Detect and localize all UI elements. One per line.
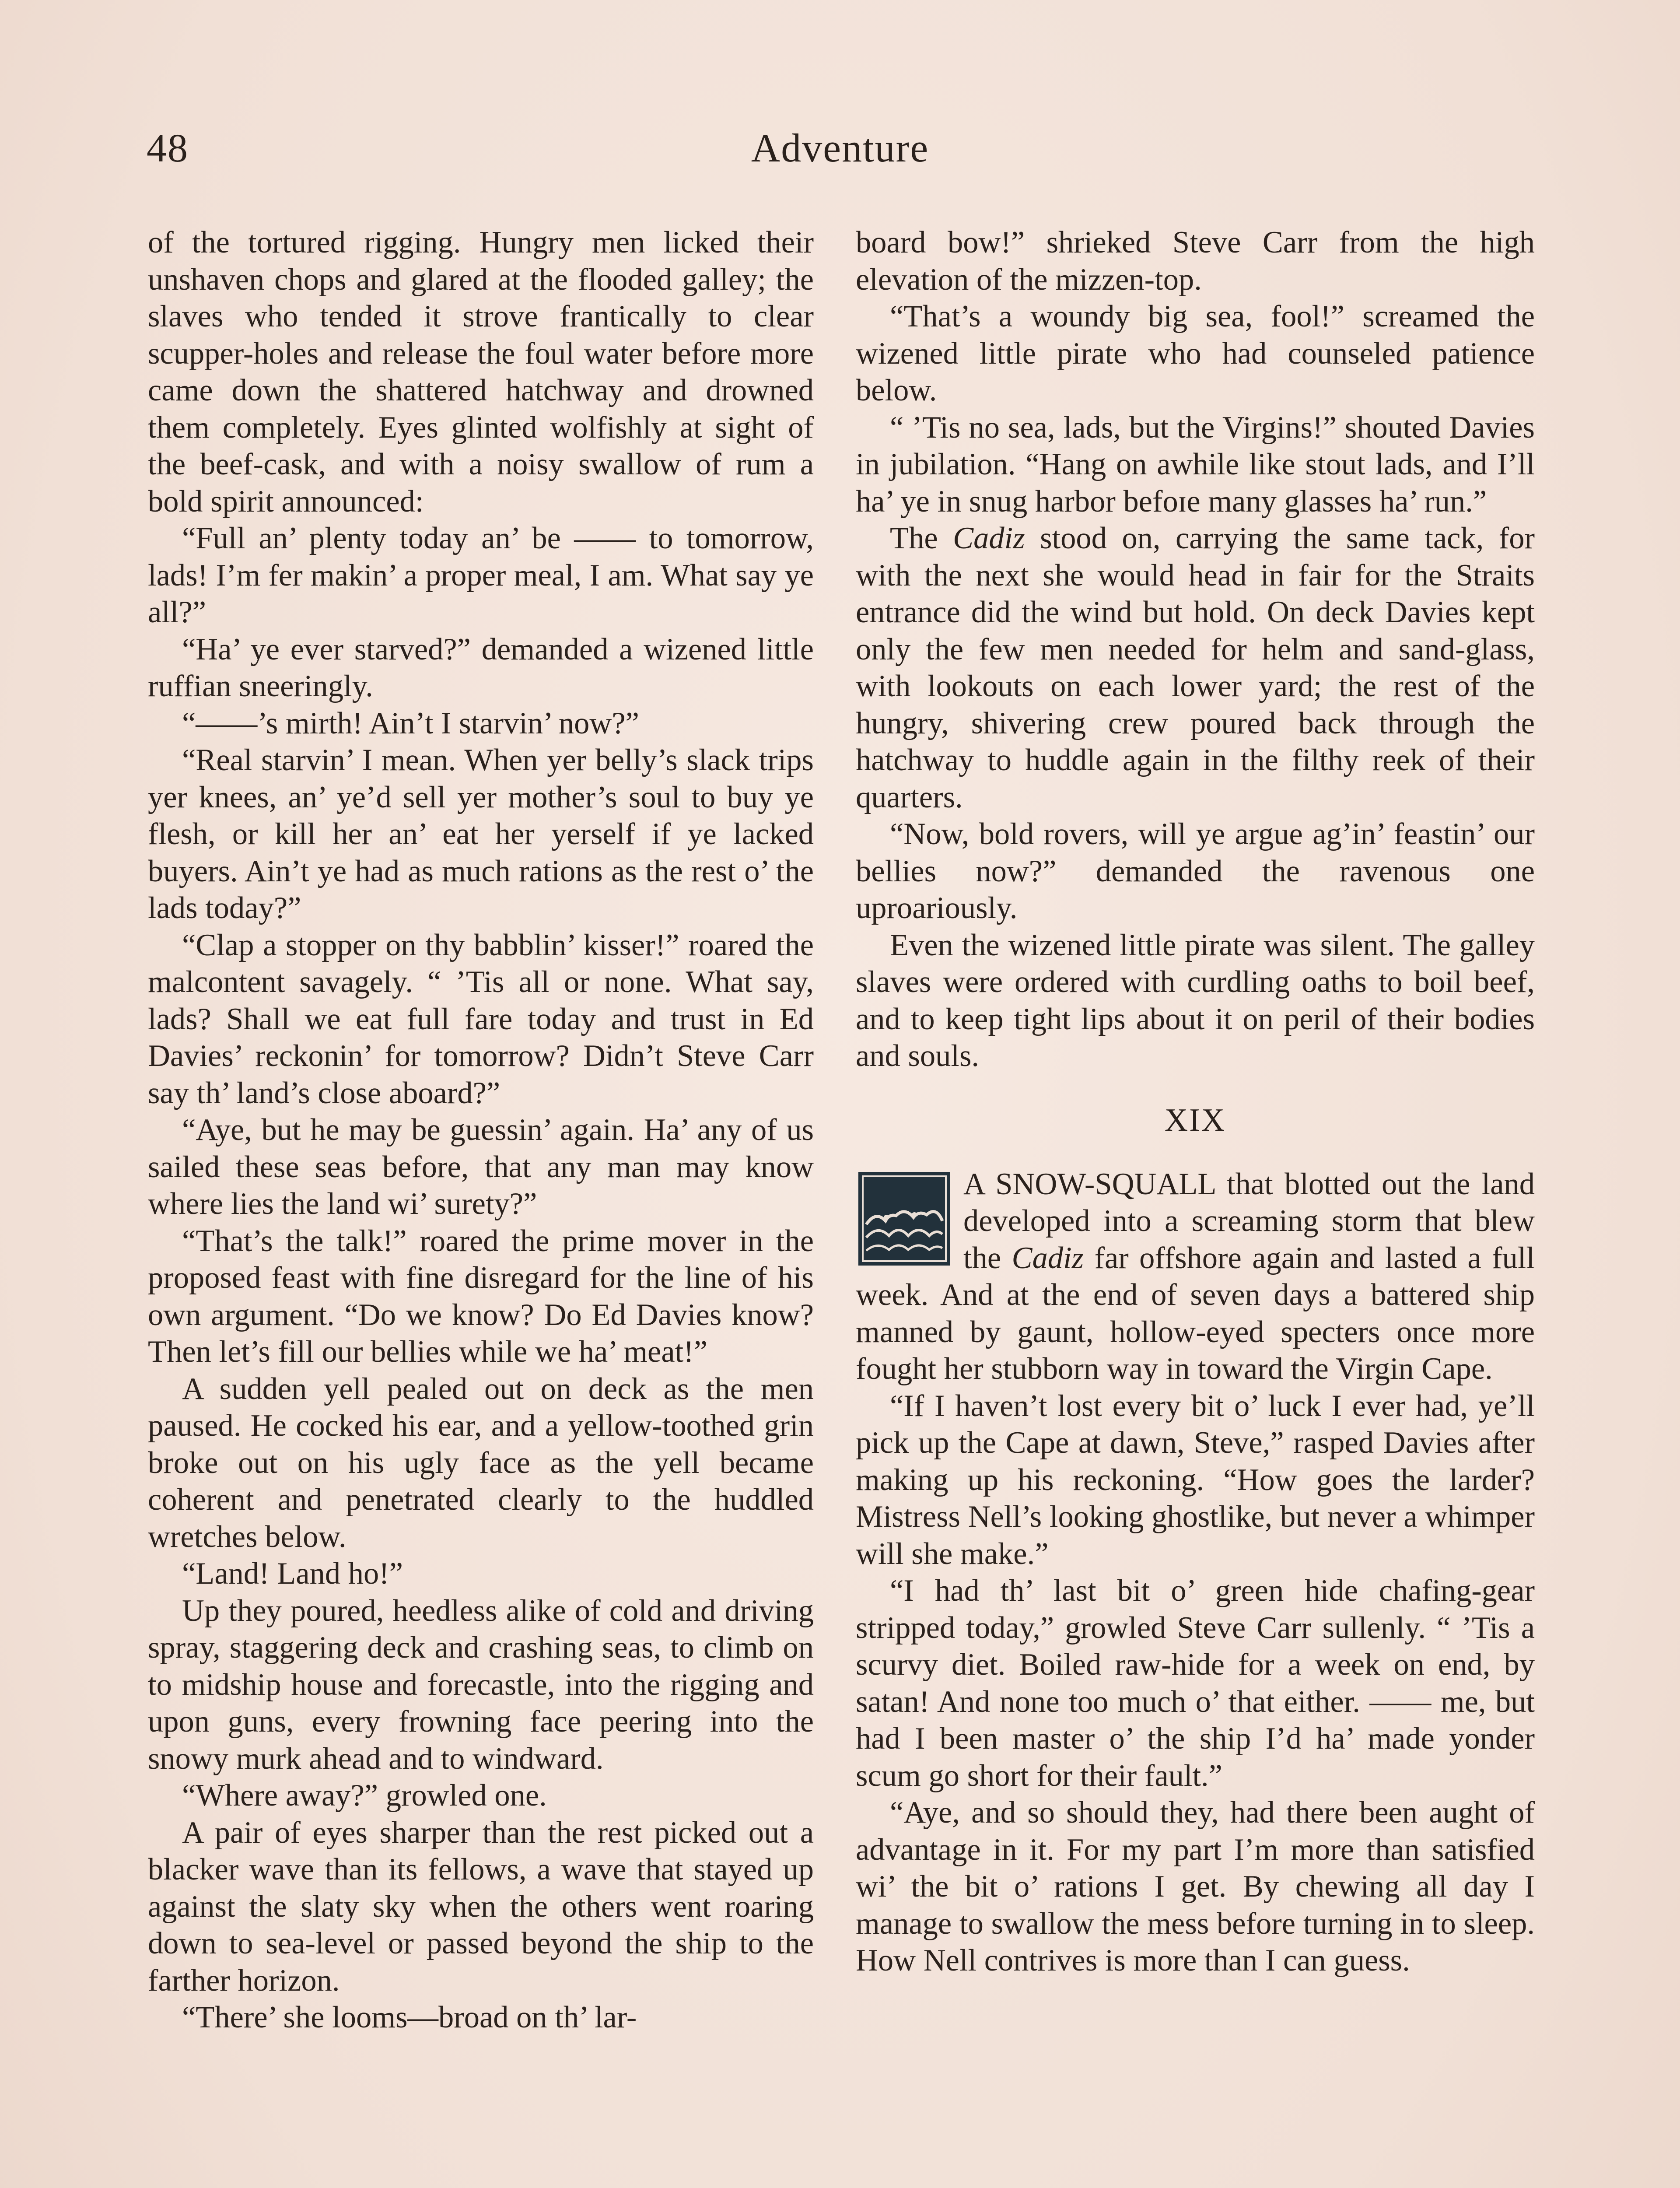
paragraph: A sudden yell pealed out on deck as the men paused. He cocked his ear, and a yellow-toothed grin broke out on his ugly face as the yell became coherent and penetrated clearly to the huddled wretches below. <box>148 1371 814 1554</box>
paragraph: A pair of eyes sharper than the rest picked out a blacker wave than its fellows, a wave that stayed up against the slaty sky when the others went roaring down to sea-level or passed beyond the ship to the farther horizon. <box>148 1815 814 1998</box>
page-number: 48 <box>147 126 189 170</box>
paragraph: of the tortured rigging. Hungry men licked their unshaven chops and glared at the flooded galley; the slaves who tended it strove frantically to clear scupper-holes and release the foul water before more came down the shattered hatchway and drowned them completely. Eyes glinted wolfishly at sight of the beef-cask, and with a noisy swallow of rum a bold spirit announced: <box>148 225 814 519</box>
paragraph: “That’s the talk!” roared the prime mover in the proposed feast with fine disregard for the line of his own argument. “Do we know? Do Ed Davies know? Then let’s fill our bellies while we ha’ meat!” <box>148 1224 814 1369</box>
paragraph: “There’ she looms—broad on th’ lar- <box>182 2000 637 2034</box>
text-run: stood on, carrying the same tack, for with the next she would head in fair for the Straits entrance did the wind but hold. On deck Davies kept only the few men needed for helm and sand-glass, with lookouts on each lower yard; the rest of the hungry, shivering crew poured back through the hatchway to huddle again in the filthy reek of their quarters. <box>856 521 1535 814</box>
paragraph: “Land! Land ho!” <box>182 1557 403 1591</box>
right-column <box>856 224 1535 1979</box>
paragraph: “Clap a stopper on thy babblin’ kisser!” roared the malcontent savagely. “ ’Tis all or none. What say, lads? Shall we eat full fare today and trust in Ed Davies’ reckonin’ for tomorrow? Didn’t Steve Carr say th’ land’s close aboard?” <box>148 928 814 1110</box>
dropcap-paragraph <box>856 1166 1535 1388</box>
text-run: far offshore again and lasted a full week. And at the end of seven days a battered ship manned by gaunt, hollow-eyed specters once more fought her stubborn way in toward the Virgin Cape. <box>856 1241 1535 1386</box>
paragraph: “Aye, and so should they, had there been aught of advantage in it. For my part I’m more than satisfied wi’ the bit o’ rations I get. By chewing all day I manage to swallow the mess before turning in to sleep. How Nell contrives is more than I can guess. <box>856 1795 1535 1978</box>
running-title: Adventure <box>751 126 929 170</box>
paragraph: “——’s mirth! Ain’t I starvin’ now?” <box>182 706 639 740</box>
paragraph: “Where away?” growled one. <box>182 1778 547 1813</box>
ship-name: Cadiz <box>1012 1241 1084 1275</box>
paragraph: “Full an’ plenty today an’ be —— to tomorrow, lads! I’m fer makin’ a proper meal, I am. What say ye all?” <box>148 521 814 629</box>
waves-dropcap-icon <box>858 1172 950 1266</box>
text-run: The <box>890 521 953 555</box>
paragraph: Even the wizened little pirate was silent. The galley slaves were ordered with curdling oaths to boil beef, and to keep tight lips about it on peril of their bodies and souls. <box>856 928 1535 1073</box>
paragraph: “Aye, but he may be guessin’ again. Ha’ any of us sailed these seas before, that any man may know where lies the land wi’ surety?” <box>148 1113 814 1221</box>
paragraph: “Real starvin’ I mean. When yer belly’s slack trips yer knees, an’ ye’d sell yer mother’s soul to buy ye flesh, or kill her an’ eat her yerself if ye lacked buyers. Ain’t ye had as much rations as the rest o’ the lads today?” <box>148 743 814 925</box>
ship-name: Cadiz <box>953 521 1025 555</box>
paragraph: “I had th’ last bit o’ green hide chafing-gear stripped today,” growled Steve Carr sullenly. “ ’Tis a scurvy diet. Boiled raw-hide for a week on end, by satan! And none too much o’ that either. —— me, but had I been master o’ the ship I’d ha’ made yonder scum go short for their fault.” <box>856 1574 1535 1793</box>
chapter-heading: XIX <box>1164 1102 1226 1138</box>
left-column <box>148 224 814 2036</box>
paragraph: “That’s a woundy big sea, fool!” screamed the wizened little pirate who had counseled patience below. <box>856 299 1535 407</box>
paragraph <box>856 520 1535 816</box>
text-run: A SNOW-SQUALL that blotted out the land developed into a screaming storm that blew the <box>963 1167 1535 1275</box>
paragraph: “If I haven’t lost every bit o’ luck I ever had, ye’ll pick up the Cape at dawn, Steve,” rasped Davies after making up his reckoning. “How goes the larder? Mistress Nell’s looking ghostlike, but never a whimper will she make.” <box>856 1389 1535 1571</box>
paragraph: “Ha’ ye ever starved?” demanded a wizened little ruffian sneeringly. <box>148 632 814 703</box>
paragraph: board bow!” shrieked Steve Carr from the high elevation of the mizzen-top. <box>856 225 1535 297</box>
paragraph: Up they poured, heedless alike of cold and driving spray, staggering deck and crashing seas, to climb on to midship house and forecastle, into the rigging and upon guns, every frowning face peering into the snowy murk ahead and to windward. <box>148 1593 814 1776</box>
paragraph: “ ’Tis no sea, lads, but the Virgins!” shouted Davies in jubilation. “Hang on awhile like stout lads, and I’ll ha’ ye in snug harbor befoɪe many glasses ha’ run.” <box>856 410 1535 519</box>
paragraph: “Now, bold rovers, will ye argue ag’in’ feastin’ our bellies now?” demanded the ravenous one uproariously. <box>856 817 1535 925</box>
running-head <box>147 125 1533 186</box>
